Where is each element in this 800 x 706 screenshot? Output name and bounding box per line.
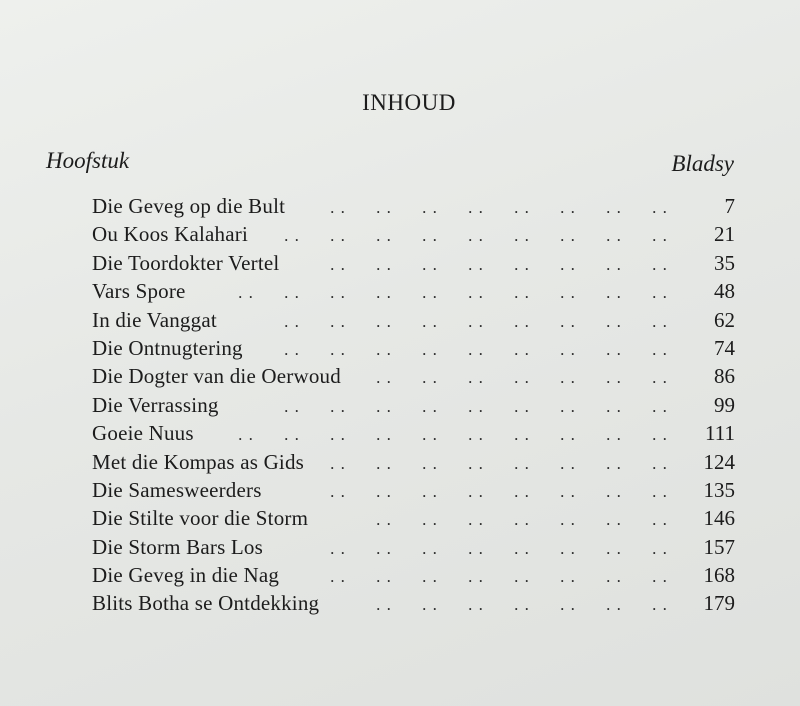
leader-dot-group: . . <box>514 425 530 445</box>
leader-dot-group: . . <box>606 425 622 445</box>
leader-dot-group: . . <box>606 198 622 217</box>
leader-dot-group: . . <box>330 453 346 473</box>
toc-entry <box>92 277 735 305</box>
leader-dot-group: . . <box>652 198 668 217</box>
page-column-header: Bladsy <box>671 151 734 176</box>
toc-entry <box>92 589 735 617</box>
leader-dot-group: . . <box>652 510 668 530</box>
leader-dot-group: . . <box>514 339 530 359</box>
leader-dot-group: . . <box>284 226 300 246</box>
leader-dot-group: . . <box>422 339 438 359</box>
toc-entry <box>92 448 735 476</box>
toc-entry <box>92 533 735 561</box>
toc-entry-title: Die Toordokter Vertel <box>92 250 280 275</box>
leader-dot-group: . . <box>376 396 392 416</box>
leader-dot-group: . . <box>560 481 576 501</box>
leader-dot-group: . . <box>238 425 254 445</box>
leader-dot-group: . . <box>422 226 438 246</box>
toc-entry-page: 168 <box>703 563 735 588</box>
leader-dot-group: . . <box>560 368 576 388</box>
leader-dot-group: . . <box>468 283 484 303</box>
leader-dot-group: . . <box>376 368 392 388</box>
leader-dot-group: . . <box>514 396 530 416</box>
toc-entry-title: Die Geveg in die Nag <box>92 563 280 588</box>
toc-entry-page: 21 <box>714 222 735 247</box>
leader-dot-group: . . <box>606 567 622 587</box>
toc-entry-page: 179 <box>703 591 735 616</box>
toc-entry-title: Met die Kompas as Gids <box>92 449 305 474</box>
leader-dot-group: . . <box>330 567 346 587</box>
leader-dot-group: . . <box>560 311 576 331</box>
leader-dot-group: . . <box>652 538 668 558</box>
leader-dot-group: . . <box>376 311 392 331</box>
toc-entry-title: In die Vanggat <box>92 307 217 332</box>
leader-dot-group: . . <box>376 453 392 473</box>
toc-entry <box>92 419 735 447</box>
leader-dot-group: . . <box>422 283 438 303</box>
leader-dot-group: . . <box>560 425 576 445</box>
toc-entry-title: Die Dogter van die Oerwoud <box>92 364 341 389</box>
leader-dot-group: . . <box>468 198 484 217</box>
leader-dot-group: . . <box>330 198 346 217</box>
leader-dot-group: . . <box>514 510 530 530</box>
leader-dot-group: . . <box>606 481 622 501</box>
leader-dot-group: . . <box>514 595 530 615</box>
leader-dot-group: . . <box>514 481 530 501</box>
leader-dot-group: . . <box>514 567 530 587</box>
leader-dot-group: . . <box>330 226 346 246</box>
leader-dot-group: . . <box>606 595 622 615</box>
toc-entry-page: 86 <box>714 364 735 389</box>
leader-dot-group: . . <box>468 595 484 615</box>
toc-entry-title: Blits Botha se Ontdekking <box>92 591 320 616</box>
leader-dot-group: . . <box>652 425 668 445</box>
leader-dot-group: . . <box>652 368 668 388</box>
leader-dot-group: . . <box>284 396 300 416</box>
leader-dot-group: . . <box>468 510 484 530</box>
leader-dot-group: . . <box>560 254 576 274</box>
toc-entry <box>92 362 735 390</box>
leader-dot-group: . . <box>376 481 392 501</box>
leader-dot-group: . . <box>284 311 300 331</box>
toc-entry-page: 62 <box>714 307 735 332</box>
leader-dot-group: . . <box>652 396 668 416</box>
toc-entry <box>92 334 735 362</box>
leader-dot-group: . . <box>560 226 576 246</box>
leader-dot-group: . . <box>560 538 576 558</box>
leader-dot-group: . . <box>376 595 392 615</box>
leader-dot-group: . . <box>376 538 392 558</box>
toc-entry-title: Die Stilte voor die Storm <box>92 506 309 531</box>
leader-dot-group: . . <box>284 425 300 445</box>
toc-entry-title: Die Verrassing <box>92 392 219 417</box>
leader-dot-group: . . <box>514 453 530 473</box>
toc-entry-page: 111 <box>705 421 735 446</box>
leader-dot-group: . . <box>330 339 346 359</box>
leader-dot-group: . . <box>468 226 484 246</box>
leader-dot-group: . . <box>422 453 438 473</box>
leader-dot-group: . . <box>514 368 530 388</box>
leader-dot-group: . . <box>652 311 668 331</box>
leader-dot-group: . . <box>652 567 668 587</box>
toc-entry <box>92 220 735 248</box>
leader-dot-group: . . <box>330 538 346 558</box>
toc-entry <box>92 476 735 504</box>
leader-dot-group: . . <box>514 311 530 331</box>
leader-dot-group: . . <box>468 368 484 388</box>
leader-dot-group: . . <box>422 481 438 501</box>
leader-dot-group: . . <box>468 311 484 331</box>
leader-dot-group: . . <box>652 595 668 615</box>
leader-dot-group: . . <box>560 396 576 416</box>
toc-entry-title: Vars Spore <box>92 279 186 304</box>
toc-entry-title: Die Samesweerders <box>92 477 262 502</box>
toc-entry-page: 135 <box>703 477 735 502</box>
leader-dot-group: . . <box>422 567 438 587</box>
leader-dot-group: . . <box>422 254 438 274</box>
leader-dot-group: . . <box>422 198 438 217</box>
leader-dot-group: . . <box>606 396 622 416</box>
leader-dot-group: . . <box>514 538 530 558</box>
leader-dot-group: . . <box>468 567 484 587</box>
toc-entry <box>92 249 735 277</box>
leader-dot-group: . . <box>376 339 392 359</box>
leader-dot-group: . . <box>330 396 346 416</box>
toc-entry-page: 48 <box>714 279 735 304</box>
leader-dot-group: . . <box>560 510 576 530</box>
leader-dot-group: . . <box>468 538 484 558</box>
toc-entry-page: 74 <box>714 335 735 360</box>
leader-dot-group: . . <box>330 283 346 303</box>
leader-dot-group: . . <box>422 595 438 615</box>
leader-dot-group: . . <box>376 425 392 445</box>
leader-dot-group: . . <box>376 283 392 303</box>
leader-dot-group: . . <box>652 254 668 274</box>
toc-entry-page: 157 <box>703 534 735 559</box>
toc-entry <box>92 192 735 220</box>
leader-dot-group: . . <box>284 283 300 303</box>
leader-dot-group: . . <box>514 226 530 246</box>
leader-dot-group: . . <box>238 283 254 303</box>
leader-dot-group: . . <box>560 283 576 303</box>
leader-dot-group: . . <box>606 283 622 303</box>
leader-dot-group: . . <box>284 339 300 359</box>
table-of-contents <box>92 192 735 618</box>
page-title-text: INHOUD <box>362 90 456 115</box>
leader-dot-group: . . <box>330 311 346 331</box>
toc-entry-page: 99 <box>714 392 735 417</box>
leader-dot-group: . . <box>514 254 530 274</box>
leader-dot-group: . . <box>560 198 576 217</box>
leader-dot-group: . . <box>422 425 438 445</box>
leader-dot-group: . . <box>376 254 392 274</box>
leader-dot-group: . . <box>376 226 392 246</box>
toc-entry <box>92 306 735 334</box>
toc-entry-page: 124 <box>703 449 735 474</box>
leader-dot-group: . . <box>330 481 346 501</box>
leader-dot-group: . . <box>376 198 392 217</box>
leader-dot-group: . . <box>468 425 484 445</box>
leader-dot-group: . . <box>606 510 622 530</box>
leader-dot-group: . . <box>376 567 392 587</box>
leader-dot-group: . . <box>606 339 622 359</box>
leader-dot-group: . . <box>330 425 346 445</box>
leader-dot-group: . . <box>606 226 622 246</box>
leader-dot-group: . . <box>652 283 668 303</box>
toc-entry-page: 146 <box>703 506 735 531</box>
toc-entry <box>92 504 735 532</box>
leader-dot-group: . . <box>330 254 346 274</box>
toc-entry <box>92 561 735 589</box>
leader-dot-group: . . <box>560 567 576 587</box>
leader-dot-group: . . <box>606 368 622 388</box>
leader-dot-group: . . <box>606 538 622 558</box>
toc-entry-title: Ou Koos Kalahari <box>92 222 248 247</box>
leader-dot-group: . . <box>560 339 576 359</box>
leader-dot-group: . . <box>606 254 622 274</box>
leader-dot-group: . . <box>468 339 484 359</box>
leader-dot-group: . . <box>468 453 484 473</box>
toc-entry-title: Die Ontnugtering <box>92 335 243 360</box>
toc-entry-title: Die Storm Bars Los <box>92 534 264 559</box>
page-title <box>0 90 800 116</box>
leader-dot-group: . . <box>422 538 438 558</box>
leader-dot-group: . . <box>652 339 668 359</box>
toc-entry-page: 7 <box>724 194 735 218</box>
leader-dot-group: . . <box>652 226 668 246</box>
leader-dot-group: . . <box>560 595 576 615</box>
leader-dot-group: . . <box>422 510 438 530</box>
leader-dot-group: . . <box>422 311 438 331</box>
leader-dot-group: . . <box>606 311 622 331</box>
leader-dot-group: . . <box>468 254 484 274</box>
toc-entry <box>92 391 735 419</box>
leader-dot-group: . . <box>422 368 438 388</box>
leader-dot-group: . . <box>652 453 668 473</box>
leader-dot-group: . . <box>652 481 668 501</box>
leader-dot-group: . . <box>514 283 530 303</box>
leader-dot-group: . . <box>514 198 530 217</box>
leader-dot-group: . . <box>468 481 484 501</box>
toc-entry-title: Goeie Nuus <box>92 421 194 446</box>
leader-dot-group: . . <box>376 510 392 530</box>
leader-dot-group: . . <box>560 453 576 473</box>
leader-dot-group: . . <box>422 396 438 416</box>
leader-dot-group: . . <box>606 453 622 473</box>
chapter-column-header: Hoofstuk <box>46 148 130 173</box>
toc-entry-page: 35 <box>714 250 735 275</box>
leader-dot-group: . . <box>468 396 484 416</box>
toc-entry-title: Die Geveg op die Bult <box>92 194 286 218</box>
